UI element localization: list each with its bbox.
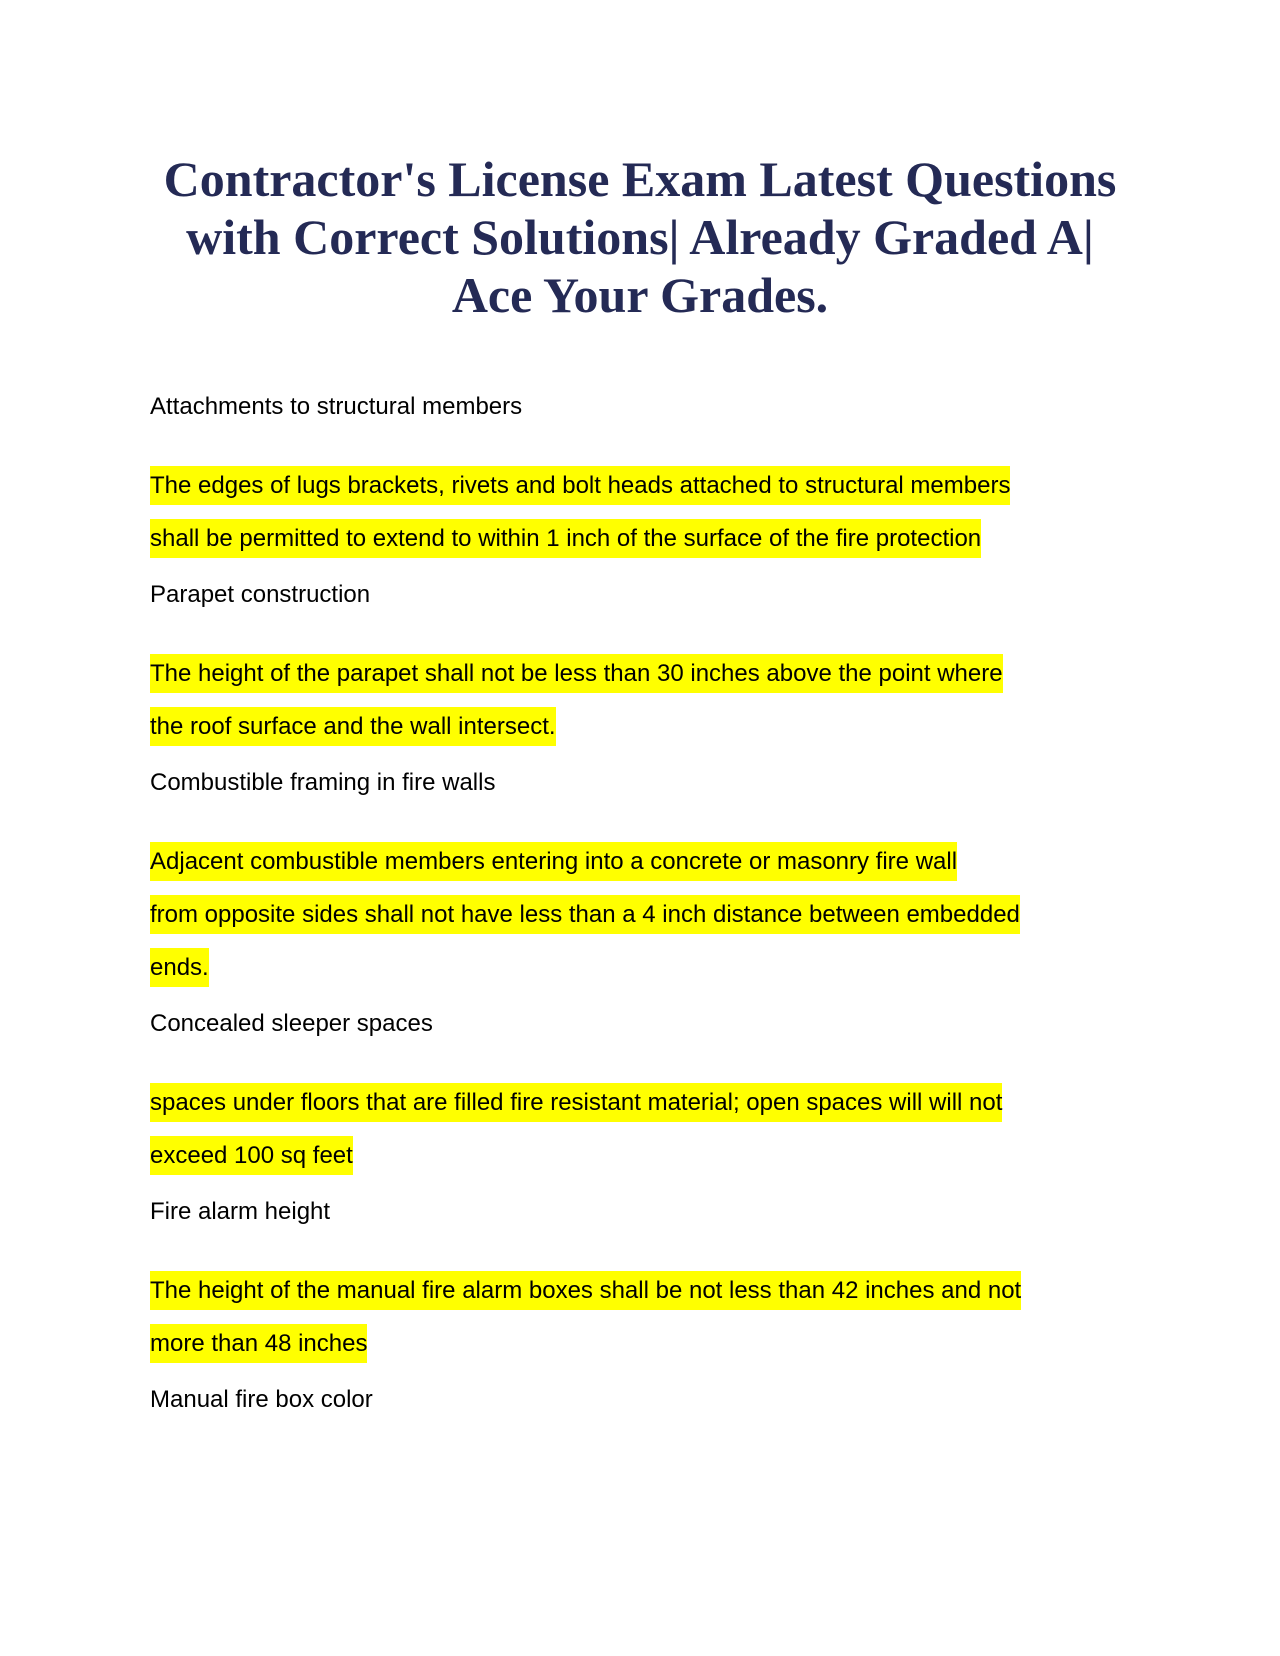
answer-line: The edges of lugs brackets, rivets and bolt heads attached to structural members — [150, 466, 1010, 505]
answer-text — [150, 835, 1150, 994]
answer-text — [150, 1076, 1150, 1182]
qa-list — [150, 390, 1150, 1417]
question-text: Concealed sleeper spaces — [150, 1010, 433, 1037]
answer-line: Adjacent combustible members entering into a concrete or masonry fire wall — [150, 842, 957, 881]
question-text: Manual fire box color — [150, 1386, 373, 1413]
question-text: Attachments to structural members — [150, 393, 523, 420]
answer-line: exceed 100 sq feet — [150, 1136, 353, 1175]
answer-line: The height of the manual fire alarm boxes shall be not less than 42 inches and not — [150, 1271, 1021, 1310]
answer-line: from opposite sides shall not have less than a 4 inch distance between embedded — [150, 895, 1020, 934]
answer-line: shall be permitted to extend to within 1 inch of the surface of the fire protection — [150, 519, 981, 558]
question-text: Combustible framing in fire walls — [150, 769, 496, 796]
question-text: Parapet construction — [150, 581, 371, 608]
question-text: Fire alarm height — [150, 1198, 331, 1225]
answer-line: more than 48 inches — [150, 1324, 367, 1363]
title-line: Ace Your Grades. — [451, 267, 829, 323]
title-line: with Correct Solutions| Already Graded A| — [186, 209, 1094, 265]
answer-text — [150, 1264, 1150, 1370]
answer-text — [150, 647, 1150, 753]
answer-line: The height of the parapet shall not be less than 30 inches above the point where — [150, 654, 1003, 693]
document-title — [120, 150, 1160, 324]
answer-line: ends. — [150, 948, 209, 987]
answer-line: spaces under floors that are filled fire resistant material; open spaces will will not — [150, 1083, 1002, 1122]
answer-line: the roof surface and the wall intersect. — [150, 707, 556, 746]
answer-text — [150, 459, 1150, 565]
title-line: Contractor's License Exam Latest Questions — [163, 151, 1117, 207]
